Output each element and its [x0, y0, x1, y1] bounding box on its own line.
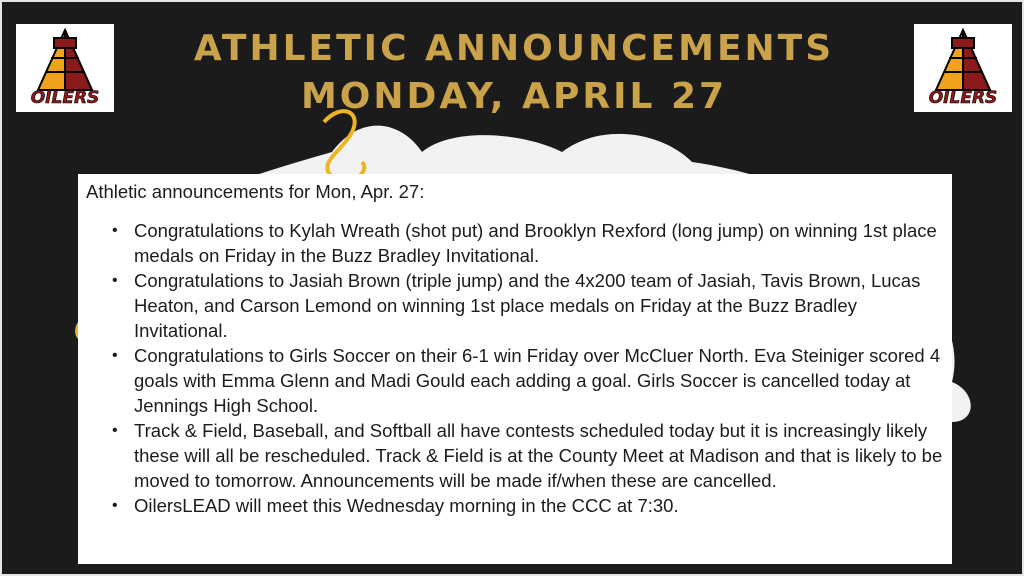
list-item-text: Congratulations to Girls Soccer on their 6-1 win Friday over McCluer North. Eva Steiniger scored 4 goals with Emma Glenn and Madi Gould each adding a goal. Girls Soccer is cancelled today at Jennings High School. [134, 345, 941, 416]
bullet-icon: • [112, 497, 118, 514]
list-item [110, 218, 944, 268]
list-item-text: OilersLEAD will meet this Wednesday morning in the CCC at 7:30. [134, 495, 679, 516]
announcement-panel [78, 174, 952, 564]
title-line-2: MONDAY, APRIL 27 [300, 76, 728, 117]
list-item [110, 268, 944, 343]
bullet-icon: • [112, 272, 118, 289]
list-item [110, 493, 944, 518]
title-line-1: ATHLETIC ANNOUNCEMENTS [193, 28, 835, 69]
list-item-text: Congratulations to Kylah Wreath (shot put) and Brooklyn Rexford (long jump) on winning 1st place medals on Friday in the Buzz Bradley Invitational. [134, 220, 937, 266]
bullet-icon: • [112, 422, 118, 439]
bullet-icon: • [112, 222, 118, 239]
logo-text: OILERS [30, 88, 100, 108]
oilers-logo-right [914, 24, 1012, 112]
list-item-text: Congratulations to Jasiah Brown (triple jump) and the 4x200 team of Jasiah, Tavis Brown, Lucas Heaton, and Carson Lemond on winning 1st place medals on Friday at the Buzz Bradley Invitational. [134, 270, 921, 341]
bullet-icon: • [112, 347, 118, 364]
list-item [110, 343, 944, 418]
list-item-text: Track & Field, Baseball, and Softball all have contests scheduled today but it is increasingly likely these will all be rescheduled. Track & Field is at the County Meet at Madison and that is likely to be moved to tomorrow. Announcements will be made if/when these are cancelled. [134, 420, 943, 491]
announcement-heading: Athletic announcements for Mon, Apr. 27: [86, 181, 425, 202]
announcement-list [86, 218, 944, 518]
oilers-logo-left [16, 24, 114, 112]
list-item [110, 418, 944, 493]
logo-text: OILERS [928, 88, 998, 108]
